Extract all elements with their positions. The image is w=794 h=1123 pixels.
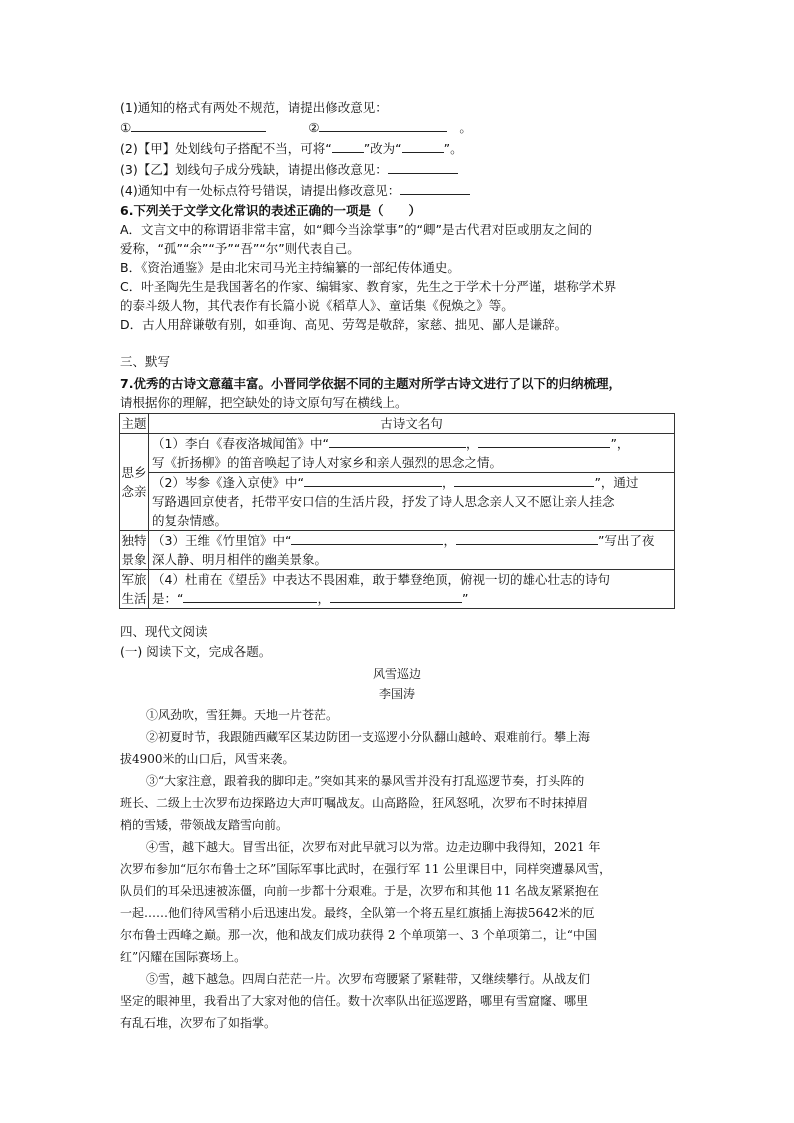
q7-stem: 7.优秀的古诗文意蕴丰富。小晋同学依据不同的主题对所学古诗文进行了以下的归纳梳理，: [120, 376, 621, 391]
paragraph-4-cont: 队员们的耳朵迅速被冻僵，向前一步都十分艰难。于是，次罗布和其他 11 名战友紧紧抱在: [120, 884, 599, 898]
paragraph-3: ③“大家注意，跟着我的脚印走。”突如其来的暴风雪并没有打乱巡逻节奏，打头阵的: [146, 774, 585, 788]
q6-option-b: B．《资治通鉴》是由北宋司马光主持编纂的一部纪传体通史。: [120, 260, 460, 275]
table-row: [120, 570, 675, 609]
paragraph-5: ⑤雪，越下越急。四周白茫茫一片。次罗布弯腰紧了紧鞋带，又继续攀行。从战友们: [146, 972, 591, 986]
paragraph-2: ②初夏时节，我跟随西藏军区某边防团一支巡逻小分队翻山越岭、艰难前行。攀上海: [146, 730, 591, 744]
q5-line-4: (4)通知中有一处标点符号错误，请提出修改意见：: [120, 181, 470, 200]
answer-blank[interactable]: [456, 531, 598, 545]
q5-line-3: (3)【乙】划线句子成分残缺，请提出修改意见：: [120, 160, 458, 179]
section-4-title: 四、现代文阅读: [120, 624, 208, 639]
row-4-content: （4）杜甫在《望岳》中表达不畏困难，敢于攀登绝顶，俯视一切的雄心壮志的诗句 是：“ ， ”: [149, 570, 675, 609]
header-theme: 主题: [120, 414, 149, 434]
q6-option-c-cont: 的泰斗级人物，其代表作有长篇小说《稻草人》、童话集《倪焕之》等。: [120, 298, 514, 313]
answer-blank[interactable]: [329, 434, 466, 448]
article-title: 风雪巡边: [372, 667, 421, 681]
answer-blank[interactable]: [478, 434, 610, 448]
q5-line-1: (1)通知的格式有两处不规范，请提出修改意见：: [120, 100, 388, 115]
paragraph-4-cont: 红”闪耀在国际赛场上。: [120, 950, 247, 964]
q6-option-d: D．古人用辞谦敬有别，如垂询、高见、劳驾是敬辞，家慈、拙见、鄙人是谦辞。: [120, 317, 568, 332]
q6-option-a: A．文言文中的称谓语非常丰富，如“卿今当涂掌事”的“卿”是古代君对臣或朋友之间的: [120, 222, 592, 237]
section-3-title: 三、默写: [120, 354, 171, 369]
poetry-table: [119, 413, 675, 609]
paragraph-3-cont: 班长、二级上士次罗布边探路边大声叮嘱战友。山高路险，狂风怒吼，次罗布不时抹掉眉: [120, 796, 589, 810]
answer-blank[interactable]: [330, 589, 462, 603]
answer-blank[interactable]: [454, 473, 594, 487]
header-lines: 古诗文名句: [149, 414, 675, 434]
answer-blank[interactable]: [402, 139, 444, 153]
answer-blank[interactable]: [319, 118, 447, 132]
q5-line-1-blanks: ① ② 。: [120, 120, 472, 135]
q7-stem-cont: 请根据你的理解，把空缺处的诗文原句写在横线上。: [120, 395, 408, 410]
paragraph-4-cont: 尔布鲁士西峰之巅。那一次，他和战友们成功获得 2 个单项第一、3 个单项第二，让“中国: [120, 928, 597, 942]
paragraph-2-cont: 拔4900米的山口后，风雪来袭。: [120, 752, 295, 766]
answer-blank[interactable]: [388, 160, 458, 174]
paragraph-4-cont: 次罗布参加“厄尔布鲁士之环”国际军事比武时，在强行军 11 公里课目中，同样突遭暴风雪，: [120, 862, 612, 876]
q6-option-a-cont: 爱称，“孤”“余”“予”“吾”“尔”则代表自己。: [120, 241, 360, 256]
paragraph-3-cont: 梢的雪矮，带领战友踏雪向前。: [120, 818, 289, 832]
paragraph-4: ④雪，越下越大。冒雪出征，次罗布对此早就习以为常。边走边聊中我得知，2021 年: [146, 840, 601, 854]
row-1-content: （1）李白《春夜洛城闻笛》中“ ， ”， 写《折扬柳》的笛音唤起了诗人对家乡和亲人强烈的思念之情。: [149, 434, 675, 473]
theme-cell: 军旅生活: [120, 570, 149, 609]
paragraph-5-cont: 坚定的眼神里，我看出了大家对他的信任。数十次率队出征巡逻路，哪里有雪窟窿、哪里: [120, 994, 589, 1008]
q5-line-2: (2)【甲】处划线句子搭配不当，可将“ ”改为“ ”。: [120, 141, 463, 156]
q6-stem: 6.下列关于文学文化常识的表述正确的一项是（ ）: [120, 203, 421, 218]
theme-cell: 思乡念亲: [120, 434, 149, 531]
paragraph-4-cont: 一起……他们待风雪稍小后迅速出发。最终，全队第一个将五星红旗插上海拔5642米的厄: [120, 906, 595, 920]
q6-option-c: C．叶圣陶先生是我国著名的作家、编辑家、教育家，先生之于学术十分严谨，堪称学术界: [120, 279, 617, 294]
row-3-content: （3）王维《竹里馆》中“ ， ”写出了夜 深人静、明月相伴的幽美景象。: [149, 531, 675, 570]
marker-2: ②: [308, 120, 320, 135]
answer-blank[interactable]: [291, 531, 443, 545]
marker-1: ①: [120, 120, 132, 135]
answer-blank[interactable]: [304, 473, 442, 487]
article-author: 李国涛: [378, 687, 415, 701]
answer-blank[interactable]: [131, 118, 266, 132]
table-row: [120, 473, 675, 531]
answer-blank[interactable]: [400, 181, 470, 195]
table-header-row: [120, 414, 675, 434]
answer-blank[interactable]: [332, 139, 364, 153]
paragraph-1: ①风劲吹，雪狂舞。天地一片苍茫。: [146, 708, 339, 722]
paragraph-5-cont: 有乱石堆，次罗布了如指掌。: [120, 1016, 277, 1030]
theme-cell: 独特景象: [120, 531, 149, 570]
table-row: [120, 434, 675, 473]
table-row: [120, 531, 675, 570]
row-2-content: （2）岑参《逢入京使》中“ ， ”，通过 写路遇回京使者，托带平安口信的生活片段，抒发了诗人思念亲人又不愿让亲人挂念 的复杂情感。: [149, 473, 675, 531]
answer-blank[interactable]: [183, 589, 317, 603]
reading-subtitle: (一) 阅读下文，完成各题。: [120, 644, 272, 659]
